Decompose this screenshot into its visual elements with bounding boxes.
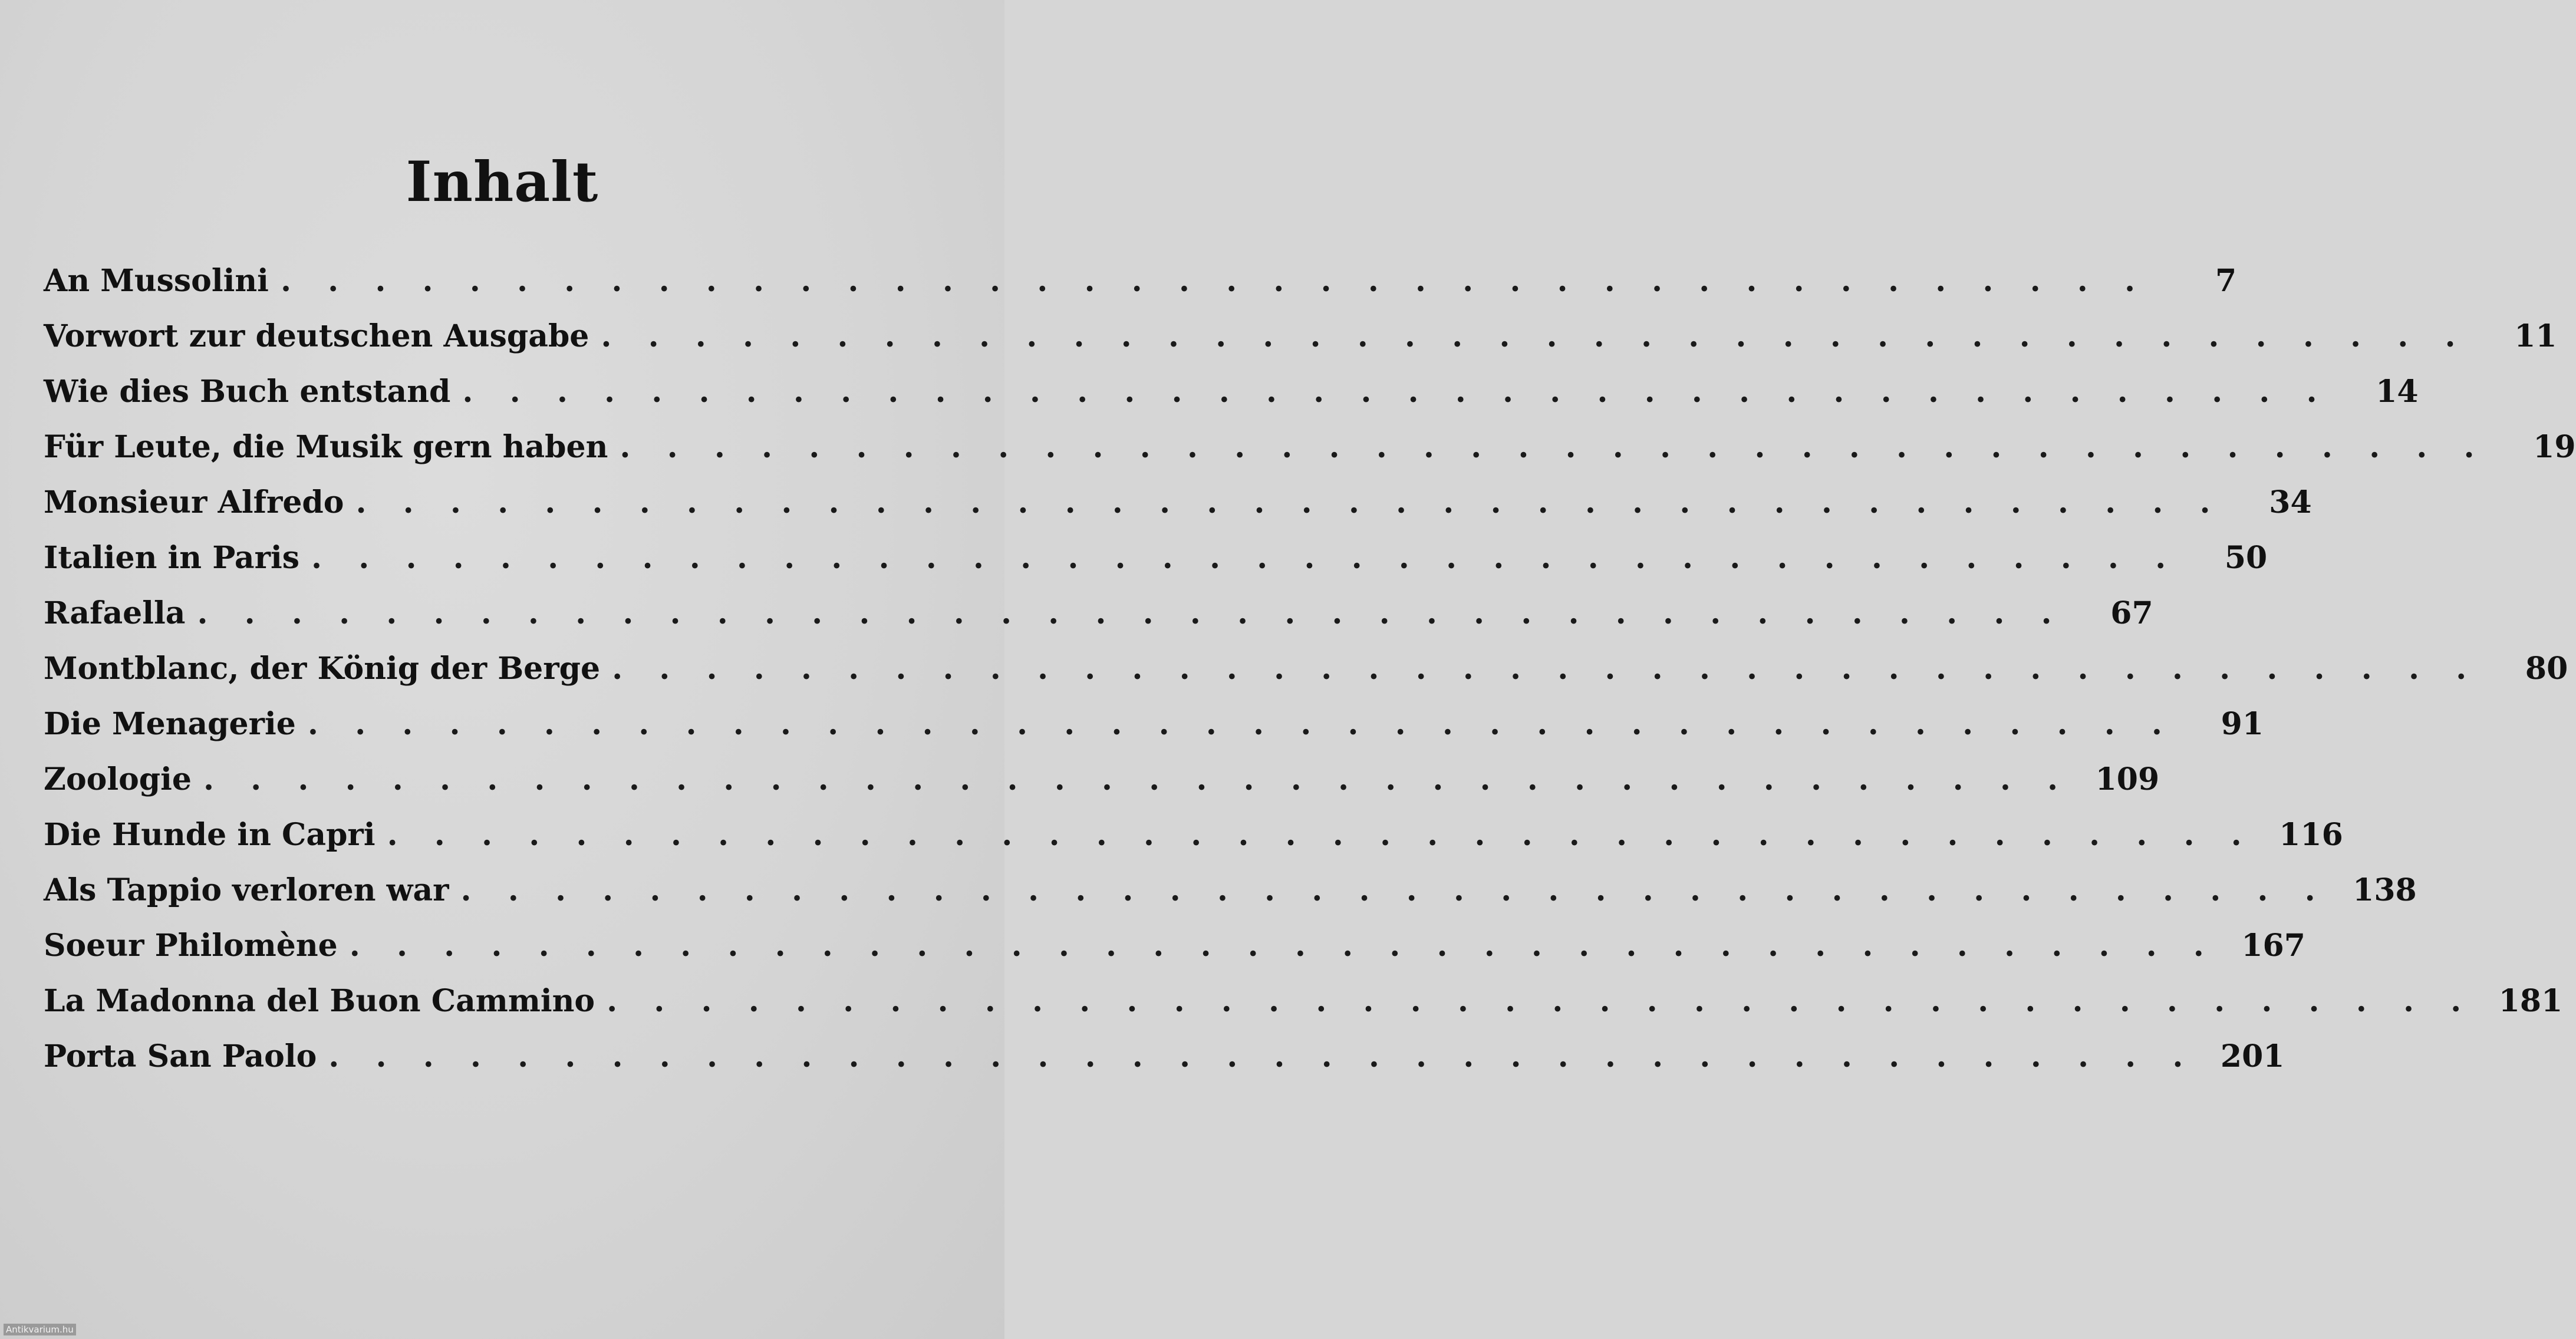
toc-entry	[44, 1029, 2285, 1084]
toc-entry	[44, 974, 2563, 1029]
toc-entry-title: Wie dies Buch entstand	[44, 374, 451, 410]
toc-entry-page: 14	[2376, 374, 2419, 410]
watermark: Antikvarium.hu	[4, 1324, 76, 1335]
toc-entry	[44, 530, 2268, 586]
toc-entry-title: Monsieur Alfredo	[44, 484, 344, 520]
dot-leader: . . . . . . . . . . . . . . . . . . . . . . . . . . . . . . . . . . . . . . . .	[328, 1038, 2196, 1074]
toc-entry-page: 80	[2525, 651, 2568, 687]
toc-entry	[44, 253, 2237, 309]
dot-leader: . . . . . . . . . . . . . . . . . . . . . . . . . . . . . . . . . . . . . . . .	[280, 263, 2149, 299]
toc-entry-title: Porta San Paolo	[44, 1038, 317, 1074]
toc-entry-page: 11	[2514, 318, 2557, 354]
dot-leader: . . . . . . . . . . . . . . . . . . . . . . . . . . . . . . . . . . . . . . . .	[349, 928, 2217, 964]
dot-leader: . . . . . . . . . . . . . . . . . . . . . . . . . . . . . . . . . . . . . . . .	[601, 318, 2469, 354]
dot-leader: . . . . . . . . . . . . . . . . . . . . . . . . . . . . . . . . . . . . . . . .	[307, 706, 2176, 742]
toc-entry-page: 109	[2095, 761, 2160, 797]
dot-leader: . . . . . . . . . . . . . . . . . . . . . . . . . . . . . . . . . . . . . . . .	[197, 595, 2065, 631]
toc-entry-title: Als Tappio verloren war	[44, 872, 449, 908]
toc-entry-title: La Madonna del Buon Cammino	[44, 983, 595, 1019]
toc-entry-page: 67	[2110, 595, 2153, 631]
toc-entry	[44, 420, 2576, 475]
dot-leader: . . . . . . . . . . . . . . . . . . . . . . . . . . . . . . . . . . . . . . . .	[387, 817, 2255, 853]
toc-entry	[44, 807, 2343, 863]
toc-entry	[44, 309, 2557, 364]
toc-entry-title: Für Leute, die Musik gern haben	[44, 429, 608, 465]
toc-entry-title: Die Menagerie	[44, 706, 296, 742]
toc-entry	[44, 918, 2305, 974]
dot-leader: . . . . . . . . . . . . . . . . . . . . . . . . . . . . . . . . . . . . . . . .	[612, 651, 2480, 687]
toc-entry-page: 116	[2279, 817, 2343, 853]
toc-entry-page: 201	[2220, 1038, 2285, 1074]
page-title: Inhalt	[406, 150, 599, 215]
toc-entry	[44, 697, 2264, 752]
toc-entry	[44, 586, 2153, 641]
toc-entry	[44, 641, 2568, 697]
toc-entry-page: 181	[2498, 983, 2563, 1019]
toc-entry-page: 138	[2353, 872, 2417, 908]
toc-entry	[44, 364, 2419, 420]
toc-entry-page: 7	[2215, 263, 2237, 299]
toc-entry-title: Italien in Paris	[44, 540, 300, 576]
dot-leader: . . . . . . . . . . . . . . . . . . . . . . . . . . . . . . . . . . . . . . . .	[460, 872, 2328, 908]
dot-leader: . . . . . . . . . . . . . . . . . . . . . . . . . . . . . . . . . . . . . . . .	[203, 761, 2071, 797]
toc-entry-page: 50	[2224, 540, 2268, 576]
dot-leader: . . . . . . . . . . . . . . . . . . . . . . . . . . . . . . . . . . . . . . . .	[311, 540, 2179, 576]
toc-entry-page: 167	[2241, 928, 2305, 964]
toc-entry	[44, 475, 2312, 530]
table-of-contents	[44, 253, 2576, 1084]
toc-entry	[44, 863, 2417, 918]
toc-entry-page: 91	[2221, 706, 2264, 742]
dot-leader: . . . . . . . . . . . . . . . . . . . . . . . . . . . . . . . . . . . . . . . .	[607, 983, 2475, 1019]
toc-entry-title: Montblanc, der König der Berge	[44, 651, 601, 687]
toc-entry-title: Soeur Philomène	[44, 928, 338, 964]
toc-entry-title: Die Hunde in Capri	[44, 817, 375, 853]
toc-entry-page: 34	[2269, 484, 2312, 520]
dot-leader: . . . . . . . . . . . . . . . . . . . . . . . . . . . . . . . . . . . . . . . .	[462, 374, 2330, 410]
toc-entry-title: Zoologie	[44, 761, 192, 797]
toc-entry-title: An Mussolini	[44, 263, 269, 299]
toc-entry-page: 19	[2533, 429, 2576, 465]
toc-entry-title: Rafaella	[44, 595, 186, 631]
dot-leader: . . . . . . . . . . . . . . . . . . . . . . . . . . . . . . . . . . . . . . . .	[620, 429, 2488, 465]
toc-entry-title: Vorwort zur deutschen Ausgabe	[44, 318, 589, 354]
dot-leader: . . . . . . . . . . . . . . . . . . . . . . . . . . . . . . . . . . . . . . . .	[355, 484, 2223, 520]
toc-entry	[44, 752, 2160, 807]
